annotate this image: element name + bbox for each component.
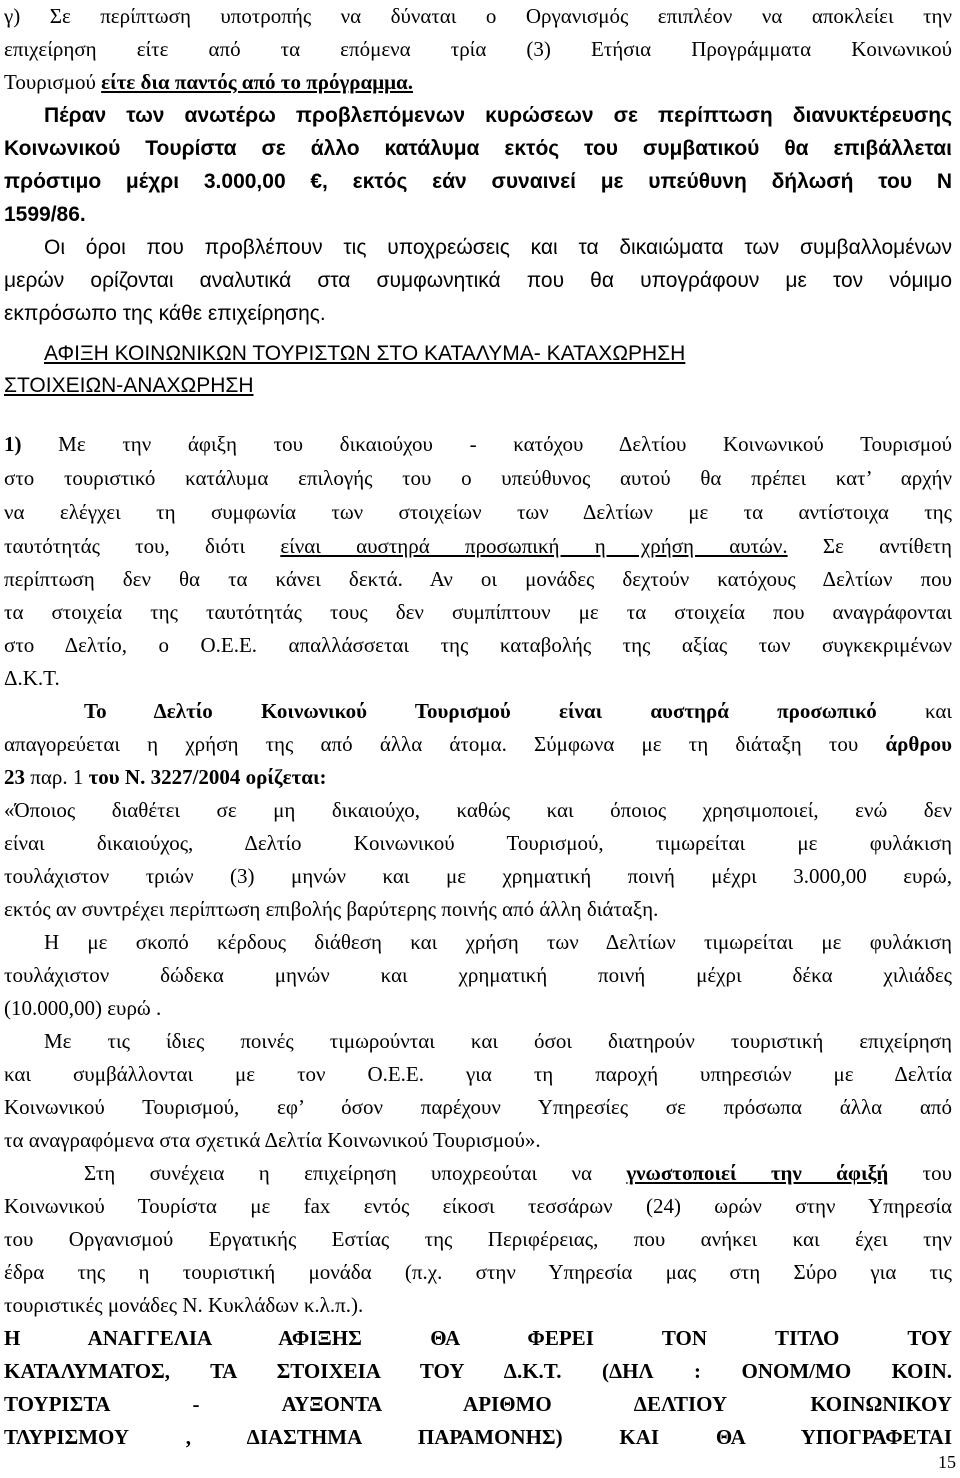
underlined-text: είναι αυστηρά προσωπική η χρήση αυτών. (280, 534, 788, 558)
text: Σε αντίθετη (787, 534, 952, 558)
caps-line-3: ΤΟΥΡΙΣΤΑ - ΑΥΞΟΝΤΑ ΑΡΙΘΜΟ ΔΕΛΤΙΟΥ ΚΟΙΝΩΝΙΚΟΥ (4, 1392, 952, 1416)
para-1-line-6: τα στοιχεία της ταυτότητάς τους δεν συμπίπτουν με τα στοιχεία που αναγράφονται (4, 600, 952, 624)
penalty-line-2: Κοινωνικού Τουρίστα σε άλλο κατάλυμα εκτός του συμβατικού θα επιβάλλεται (4, 137, 952, 160)
quote-2-line-2: τουλάχιστον δώδεκα μηνών και χρηματική ποινή μέχρι δέκα χιλιάδες (4, 963, 952, 987)
paragraph-g-line-2: επιχείρηση είτε από τα επόμενα τρία (3) Ετήσια Προγράμματα Κοινωνικού (4, 37, 952, 61)
paragraph-g-line-1: γ) Σε περίπτωση υποτροπής να δύναται ο Οργανισμός επιπλέον να αποκλείει την (4, 4, 952, 28)
caps-line-1: Η ΑΝΑΓΓΕΛΙΑ ΑΦΙΞΗΣ ΘΑ ΦΕΡΕΙ ΤΟΝ ΤΙΤΛΟ ΤΟΥ (4, 1326, 952, 1350)
section-heading-line-2: ΣΤΟΙΧΕΙΩΝ-ΑΝΑΧΩΡΗΣΗ (4, 374, 254, 397)
notify-line-2: Κοινωνικού Τουρίστα με fax εντός είκοσι τεσσάρων (24) ωρών στην Υπηρεσία (4, 1194, 952, 1218)
quote-1-line-2: είναι δικαιούχος, Δελτίο Κοινωνικού Τουρισμού, τιμωρείται με φυλάκιση (4, 831, 952, 855)
penalty-line-1 (4, 99, 952, 133)
text: Η με σκοπό κέρδους διάθεση και χρήση των Δελτίων τιμωρείται με φυλάκιση (44, 930, 952, 954)
text: Με τις ίδιες ποινές τιμωρούνται και όσοι διατηρούν τουριστική επιχείρηση (44, 1029, 952, 1053)
bold-text: του Ν. 3227/2004 ορίζεται: (88, 765, 327, 789)
para-1-line-8: Δ.Κ.Τ. (4, 666, 60, 690)
caps-line-2: ΚΑΤΑΛΥΜΑΤΟΣ, ΤΑ ΣΤΟΙΧΕΙΑ ΤΟΥ Δ.Κ.Τ. (ΔΗΛ : ΟΝΟΜ/ΜΟ ΚΟΙΝ. (4, 1359, 952, 1383)
notify-line-1 (4, 1157, 952, 1191)
bold-text: Το Δελτίο Κοινωνικού Τουρισμού είναι αυστηρά προσωπικό (84, 699, 877, 723)
quote-3-line-2: και συμβάλλονται με τον Ο.Ε.Ε. για τη παροχή υπηρεσιών με Δελτία (4, 1062, 952, 1086)
penalty-line-4: 1599/86. (4, 203, 86, 226)
bold-text: 23 (4, 765, 25, 789)
penalty-line-3: πρόστιμο μέχρι 3.000,00 €, εκτός εάν συναινεί με υπεύθυνη δήλωσή του Ν (4, 170, 952, 193)
quote-2-line-1 (4, 926, 952, 960)
text: του (888, 1161, 952, 1185)
text: παρ. 1 (25, 765, 89, 789)
para-1-line-4 (4, 530, 952, 564)
caps-line-4: ΤΛΥΡΙΣΜΟΥ , ΔΙΑΣΤΗΜΑ ΠΑΡΑΜΟΝΗΣ) ΚΑΙ ΘΑ ΥΠΟΓΡΑΦΕΤΑΙ (4, 1425, 952, 1449)
quote-1-line-1: «Όποιος διαθέτει σε μη δικαιούχο, καθώς και όποιος χρησιμοποιεί, ενώ δεν (4, 798, 952, 822)
para-1-line-1 (4, 428, 952, 462)
personal-line-2 (4, 728, 952, 762)
terms-line-3: εκπρόσωπο της κάθε επιχείρησης. (4, 302, 326, 325)
quote-1-line-4: εκτός αν συντρέχει περίπτωση επιβολής βαρύτερης ποινής από άλλη διάταξη. (4, 897, 659, 921)
notify-line-4: έδρα της η τουριστική μονάδα (π.χ. στην Υπηρεσία μας στη Σύρο για τις (4, 1260, 952, 1284)
quote-2-line-3: (10.000,00) ευρώ . (4, 996, 162, 1020)
para-1-line-3: να ελέγχει τη συμφωνία των στοιχείων των Δελτίων με τα αντίστοιχα της (4, 500, 952, 524)
text: Στη συνέχεια η επιχείρηση υποχρεούται να (84, 1161, 627, 1185)
notify-line-5: τουριστικές μονάδες Ν. Κυκλάδων κ.λ.π.). (4, 1293, 364, 1317)
quote-1-line-3: τουλάχιστον τριών (3) μηνών και με χρηματική ποινή μέχρι 3.000,00 ευρώ, (4, 864, 952, 888)
para-1-line-7: στο Δελτίο, ο Ο.Ε.Ε. απαλλάσσεται της καταβολής της αξίας των συγκεκριμένων (4, 633, 952, 657)
paragraph-g-line-3 (4, 66, 952, 100)
bold-text: άρθρου (885, 732, 952, 756)
text: απαγορεύεται η χρήση της από άλλα άτομα. Σύμφωνα με τη διάταξη του (4, 732, 886, 756)
terms-line-2: μερών ορίζονται αναλυτικά στα συμφωνητικά που θα υπογράφουν με τον νόμιμο (4, 269, 952, 292)
para-1-line-2: στο τουριστικό κατάλυμα επιλογής του ο υπεύθυνος αυτού θα πρέπει κατ’ αρχήν (4, 466, 952, 490)
personal-line-1 (4, 695, 952, 729)
emphasis-text: είτε δια παντός από το πρόγραμμα. (101, 70, 414, 94)
text: ταυτότητάς του, διότι (4, 534, 281, 558)
text: Με την άφιξη του δικαιούχου - κατόχου Δελτίου Κοινωνικού Τουρισμού (21, 432, 952, 456)
personal-line-3 (4, 761, 952, 795)
text: Τουρισμού (4, 70, 102, 94)
item-number: 1) (4, 432, 22, 456)
emphasis-text: γνωστοποιεί την άφιξή (626, 1161, 889, 1185)
text: Πέραν των ανωτέρω προβλεπόμενων κυρώσεων σε περίπτωση διανυκτέρευσης (44, 104, 952, 127)
para-1-line-5: περίπτωση δεν θα τα κάνει δεκτά. Αν οι μονάδες δεχτούν κατόχους Δελτίων που (4, 567, 952, 591)
text: και (876, 699, 952, 723)
page-number: 15 (938, 1452, 956, 1472)
terms-line-1 (4, 231, 952, 265)
notify-line-3: του Οργανισμού Εργατικής Εστίας της Περιφέρειας, που ανήκει και έχει την (4, 1227, 952, 1251)
quote-3-line-4: τα αναγραφόμενα στα σχετικά Δελτία Κοινωνικού Τουρισμού». (4, 1128, 541, 1152)
quote-3-line-3: Κοινωνικού Τουρισμού, εφ’ όσον παρέχουν Υπηρεσίες σε πρόσωπα άλλα από (4, 1095, 952, 1119)
section-heading-line-1: ΑΦΙΞΗ ΚΟΙΝΩΝΙΚΩΝ ΤΟΥΡΙΣΤΩΝ ΣΤΟ ΚΑΤΑΛΥΜΑ- ΚΑΤΑΧΩΡΗΣΗ (44, 342, 686, 365)
text: Οι όροι που προβλέπουν τις υποχρεώσεις και τα δικαιώματα των συμβαλλομένων (44, 236, 952, 259)
quote-3-line-1 (4, 1025, 952, 1059)
